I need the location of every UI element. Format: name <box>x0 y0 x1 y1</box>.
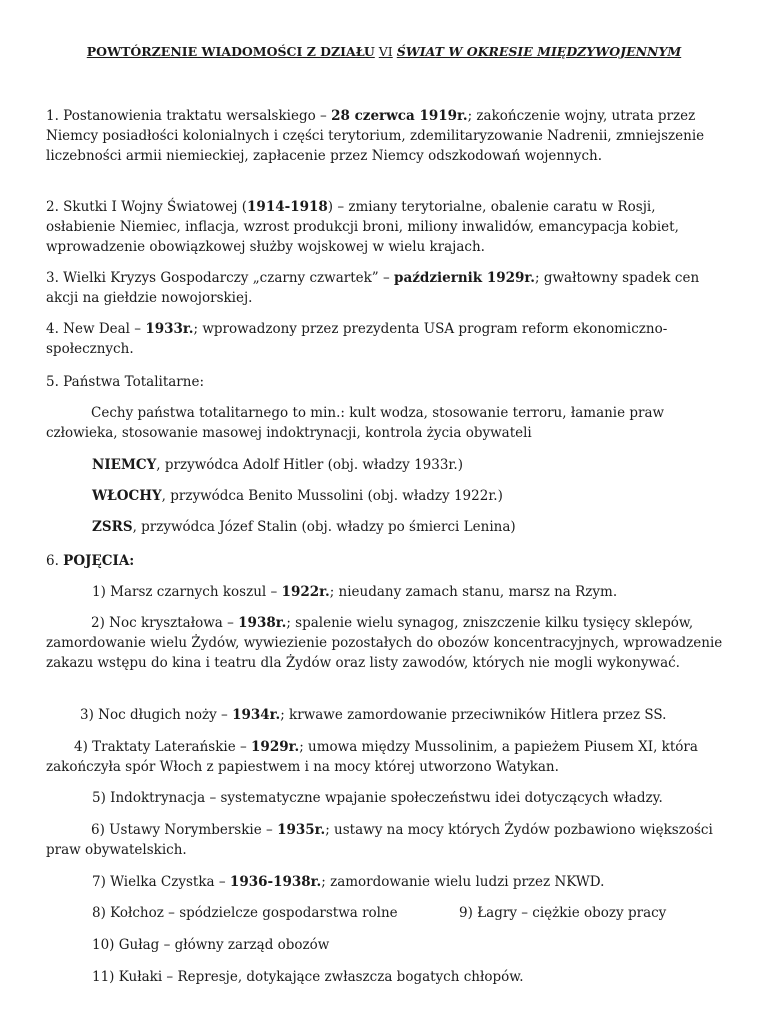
concept-term: 2) Noc kryształowa – <box>91 615 239 631</box>
state-name: ZSRS <box>92 519 133 535</box>
state-ussr <box>92 517 516 537</box>
state-italy <box>92 486 503 506</box>
concept-term: 1) Marsz czarnych koszul – <box>92 584 282 600</box>
totalitarian-features: Cechy państwa totalitarnego to min.: kult wodza, stosowanie terroru, łamanie praw człowieka, stosowanie masowej indoktrynacji, kontrola życia obywateli <box>46 405 665 441</box>
concept-term: 7) Wielka Czystka – <box>92 874 230 890</box>
concept-desc: ; zamordowanie wielu ludzi przez NKWD. <box>321 874 605 890</box>
item-4-date: 1933r. <box>145 321 194 337</box>
title-part-3: ŚWIAT W OKRESIE MIĘDZYWOJENNYM <box>396 44 682 59</box>
concept-10: 10) Gułag – główny zarząd obozów <box>92 937 330 953</box>
state-name: NIEMCY <box>92 457 157 473</box>
item-3 <box>46 268 726 308</box>
concept-term: 3) Noc długich noży – <box>80 707 233 723</box>
concept-11: 11) Kułaki – Represje, dotykające zwłaszcza bogatych chłopów. <box>92 969 524 985</box>
concept-desc: ; umowa między Mussolinim, a papieżem Piusem XI, która zakończyła spór Włoch z papiestwem i na mocy której utworzono Watykan. <box>46 739 698 775</box>
title-part-2: VI <box>378 44 393 59</box>
item-1-date: 28 czerwca 1919r. <box>331 108 468 124</box>
item-6-heading <box>46 551 726 571</box>
concept-date: 1929r. <box>251 739 300 755</box>
item-2-desc: ) – zmiany terytorialne, obalenie caratu w Rosji, osłabienie Niemiec, inflacja, wzrost produkcji broni, miliony inwalidów, emancypacja kobiet, wprowadzenie obowiązkowej służby wojskowej w wielu krajach. <box>46 199 679 255</box>
state-germany <box>92 455 463 475</box>
concept-7 <box>92 872 604 892</box>
concept-desc: ; ustawy na mocy których Żydów pozbawiono większości praw obywatelskich. <box>46 822 713 858</box>
state-desc: , przywódca Benito Mussolini (obj. władzy 1922r.) <box>161 488 503 504</box>
item-4-desc: ; wprowadzony przez prezydenta USA program reform ekonomiczno-społecznych. <box>46 321 668 357</box>
concept-date: 1934r. <box>232 707 281 723</box>
item-6-number: 6. <box>46 553 64 569</box>
page-title <box>0 43 768 61</box>
concept-term: 6) Ustawy Norymberskie – <box>91 822 278 838</box>
concept-2 <box>46 613 726 673</box>
title-part-1: POWTÓRZENIE WIADOMOŚCI Z DZIAŁU <box>86 44 375 59</box>
concept-date: 1936-1938r. <box>229 874 322 890</box>
concept-9: 9) Łagry – ciężkie obozy pracy <box>459 905 667 921</box>
item-4 <box>46 319 726 359</box>
concept-8: 8) Kołchoz – spódzielcze gospodarstwa rolne <box>92 905 398 921</box>
concept-desc: ; nieudany zamach stanu, marsz na Rzym. <box>329 584 618 600</box>
item-5-heading: 5. Państwa Totalitarne: <box>46 374 204 390</box>
state-desc: , przywódca Adolf Hitler (obj. władzy 1933r.) <box>156 457 463 473</box>
item-2-date: 1914-1918 <box>247 199 328 215</box>
state-name: WŁOCHY <box>92 488 162 504</box>
concept-desc: ; spalenie wielu synagog, zniszczenie kilku tysięcy sklepów, zamordowanie wielu Żydów, wywiezienie pozostałych do obozów koncentracyjnych, wprowadzenie zakazu wstępu do kina i teatru dla Żydów oraz listy zawodów, których nie mogli wykonywać. <box>46 615 723 671</box>
concepts-heading: POJĘCIA: <box>63 553 135 569</box>
item-3-date: październik 1929r. <box>394 270 535 286</box>
concept-5: 5) Indoktrynacja – systematyczne wpajanie społeczeństwu idei dotyczących władzy. <box>92 790 663 806</box>
item-3-desc: ; gwałtowny spadek cen akcji na giełdzie nowojorskiej. <box>46 270 700 306</box>
item-3-text: 3. Wielki Kryzys Gospodarczy „czarny czwartek” – <box>46 270 395 286</box>
concept-date: 1935r. <box>277 822 326 838</box>
item-2-text: 2. Skutki I Wojny Światowej ( <box>46 199 248 215</box>
concept-4 <box>46 737 726 777</box>
concept-1 <box>92 582 617 602</box>
item-4-text: 4. New Deal – <box>46 321 146 337</box>
item-2 <box>46 197 726 257</box>
concept-date: 1922r. <box>281 584 330 600</box>
concept-3 <box>80 705 666 725</box>
concept-6 <box>46 820 726 860</box>
item-1-text: 1. Postanowienia traktatu wersalskiego – <box>46 108 332 124</box>
item-1-desc: ; zakończenie wojny, utrata przez Niemcy posiadłości kolonialnych i części terytorium, zdemilitaryzowanie Nadrenii, zmniejszenie liczebności armii niemieckiej, zapłacenie przez Niemcy odszkodowań wojennych. <box>46 108 705 164</box>
concept-date: 1938r. <box>238 615 287 631</box>
concept-desc: ; krwawe zamordowanie przeciwników Hitlera przez SS. <box>280 707 667 723</box>
concept-term: 4) Traktaty Laterańskie – <box>74 739 252 755</box>
state-desc: , przywódca Józef Stalin (obj. władzy po śmierci Lenina) <box>132 519 516 535</box>
item-1 <box>46 106 726 166</box>
